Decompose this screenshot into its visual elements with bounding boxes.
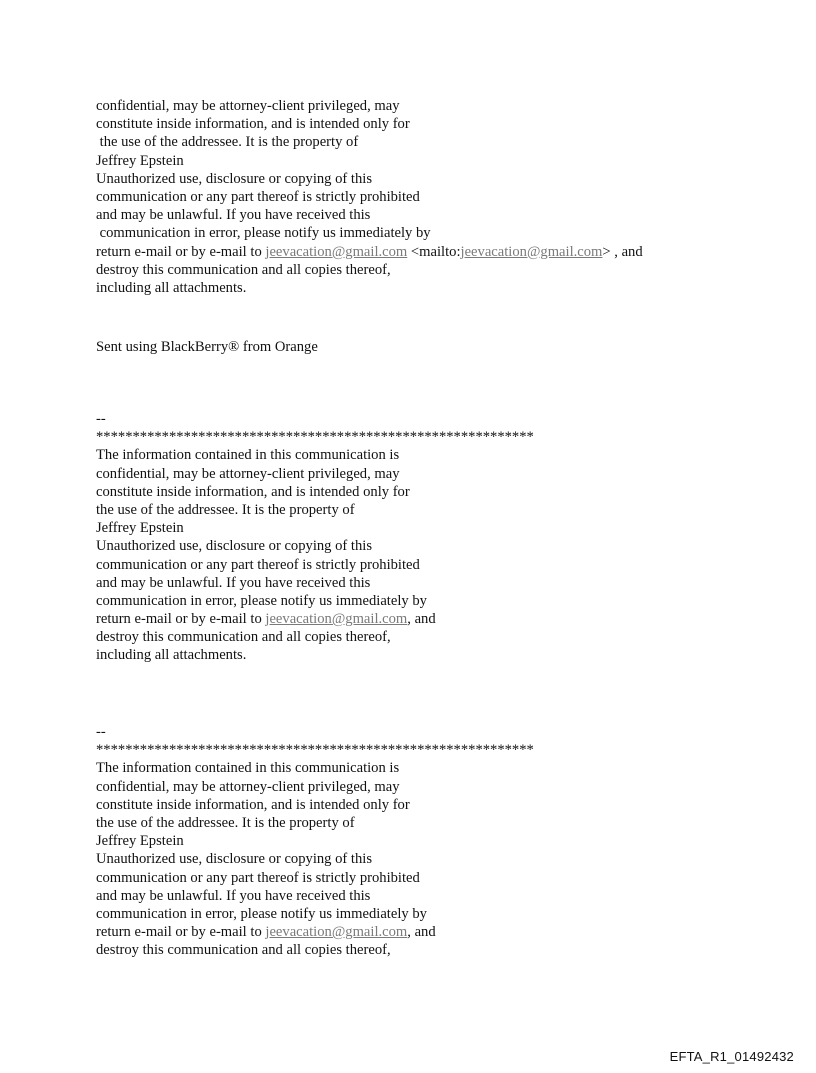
email-link[interactable]: jeevacation@gmail.com	[265, 924, 408, 941]
text-line: communication or any part thereof is strictly prohibited	[96, 188, 420, 205]
document-id: EFTA_R1_01492432	[669, 1049, 794, 1064]
text-line: the use of the addressee. It is the property of	[96, 134, 359, 151]
email-suffix: , and	[407, 924, 436, 941]
mailto-email-link[interactable]: jeevacation@gmail.com	[460, 243, 603, 260]
text-line: the use of the addressee. It is the property of	[96, 814, 355, 831]
email-suffix: , and	[407, 611, 436, 628]
email-link[interactable]: jeevacation@gmail.com	[265, 611, 408, 628]
text-line: destroy this communication and all copies thereof,	[96, 942, 391, 959]
mailto-close: > , and	[602, 243, 643, 260]
text-line: and may be unlawful. If you have received this	[96, 207, 371, 224]
text-line: and may be unlawful. If you have received this	[96, 574, 371, 591]
text-line: communication in error, please notify us immediately by	[96, 225, 431, 242]
email-prefix: return e-mail or by e-mail to	[96, 611, 266, 628]
text-line: constitute inside information, and is intended only for	[96, 483, 410, 500]
text-line: communication in error, please notify us immediately by	[96, 905, 427, 922]
text-line: Jeffrey Epstein	[96, 520, 184, 537]
text-line: constitute inside information, and is intended only for	[96, 116, 410, 133]
separator-stars: ************************************************************	[96, 429, 534, 446]
text-line: and may be unlawful. If you have received this	[96, 887, 371, 904]
text-line: communication or any part thereof is strictly prohibited	[96, 869, 420, 886]
text-line: Jeffrey Epstein	[96, 833, 184, 850]
separator-dashes: --	[96, 411, 106, 427]
text-line: Unauthorized use, disclosure or copying of this	[96, 851, 373, 868]
text-line: communication or any part thereof is strictly prohibited	[96, 556, 420, 573]
text-line: Jeffrey Epstein	[96, 152, 184, 169]
email-prefix: return e-mail or by e-mail to	[96, 243, 266, 260]
sent-using-block	[96, 338, 776, 356]
text-line: constitute inside information, and is intended only for	[96, 796, 410, 813]
email-link[interactable]: jeevacation@gmail.com	[265, 243, 408, 260]
disclaimer-block-2	[96, 410, 776, 665]
email-prefix: return e-mail or by e-mail to	[96, 924, 266, 941]
disclaimer-block-1	[96, 97, 776, 297]
text-line: The information contained in this communication is	[96, 447, 400, 464]
text-line: destroy this communication and all copies thereof,	[96, 261, 391, 278]
text-line: communication in error, please notify us immediately by	[96, 592, 427, 609]
text-line: destroy this communication and all copies thereof,	[96, 629, 391, 646]
email-line	[96, 243, 776, 261]
email-line	[96, 610, 776, 628]
text-line: including all attachments.	[96, 647, 247, 664]
text-line: confidential, may be attorney-client privileged, may	[96, 98, 400, 114]
disclaimer-block-3	[96, 723, 776, 959]
sent-line: Sent using BlackBerry® from Orange	[96, 339, 318, 355]
text-line: Unauthorized use, disclosure or copying of this	[96, 170, 373, 187]
mailto-open: <mailto:	[407, 243, 461, 260]
separator-dashes: --	[96, 724, 106, 740]
text-line: The information contained in this communication is	[96, 760, 400, 777]
text-line: confidential, may be attorney-client privileged, may	[96, 465, 400, 482]
text-line: Unauthorized use, disclosure or copying of this	[96, 538, 373, 555]
text-line: the use of the addressee. It is the property of	[96, 501, 355, 518]
text-line: confidential, may be attorney-client privileged, may	[96, 778, 400, 795]
text-line: including all attachments.	[96, 279, 247, 296]
email-line	[96, 923, 776, 941]
separator-stars: ************************************************************	[96, 742, 534, 759]
